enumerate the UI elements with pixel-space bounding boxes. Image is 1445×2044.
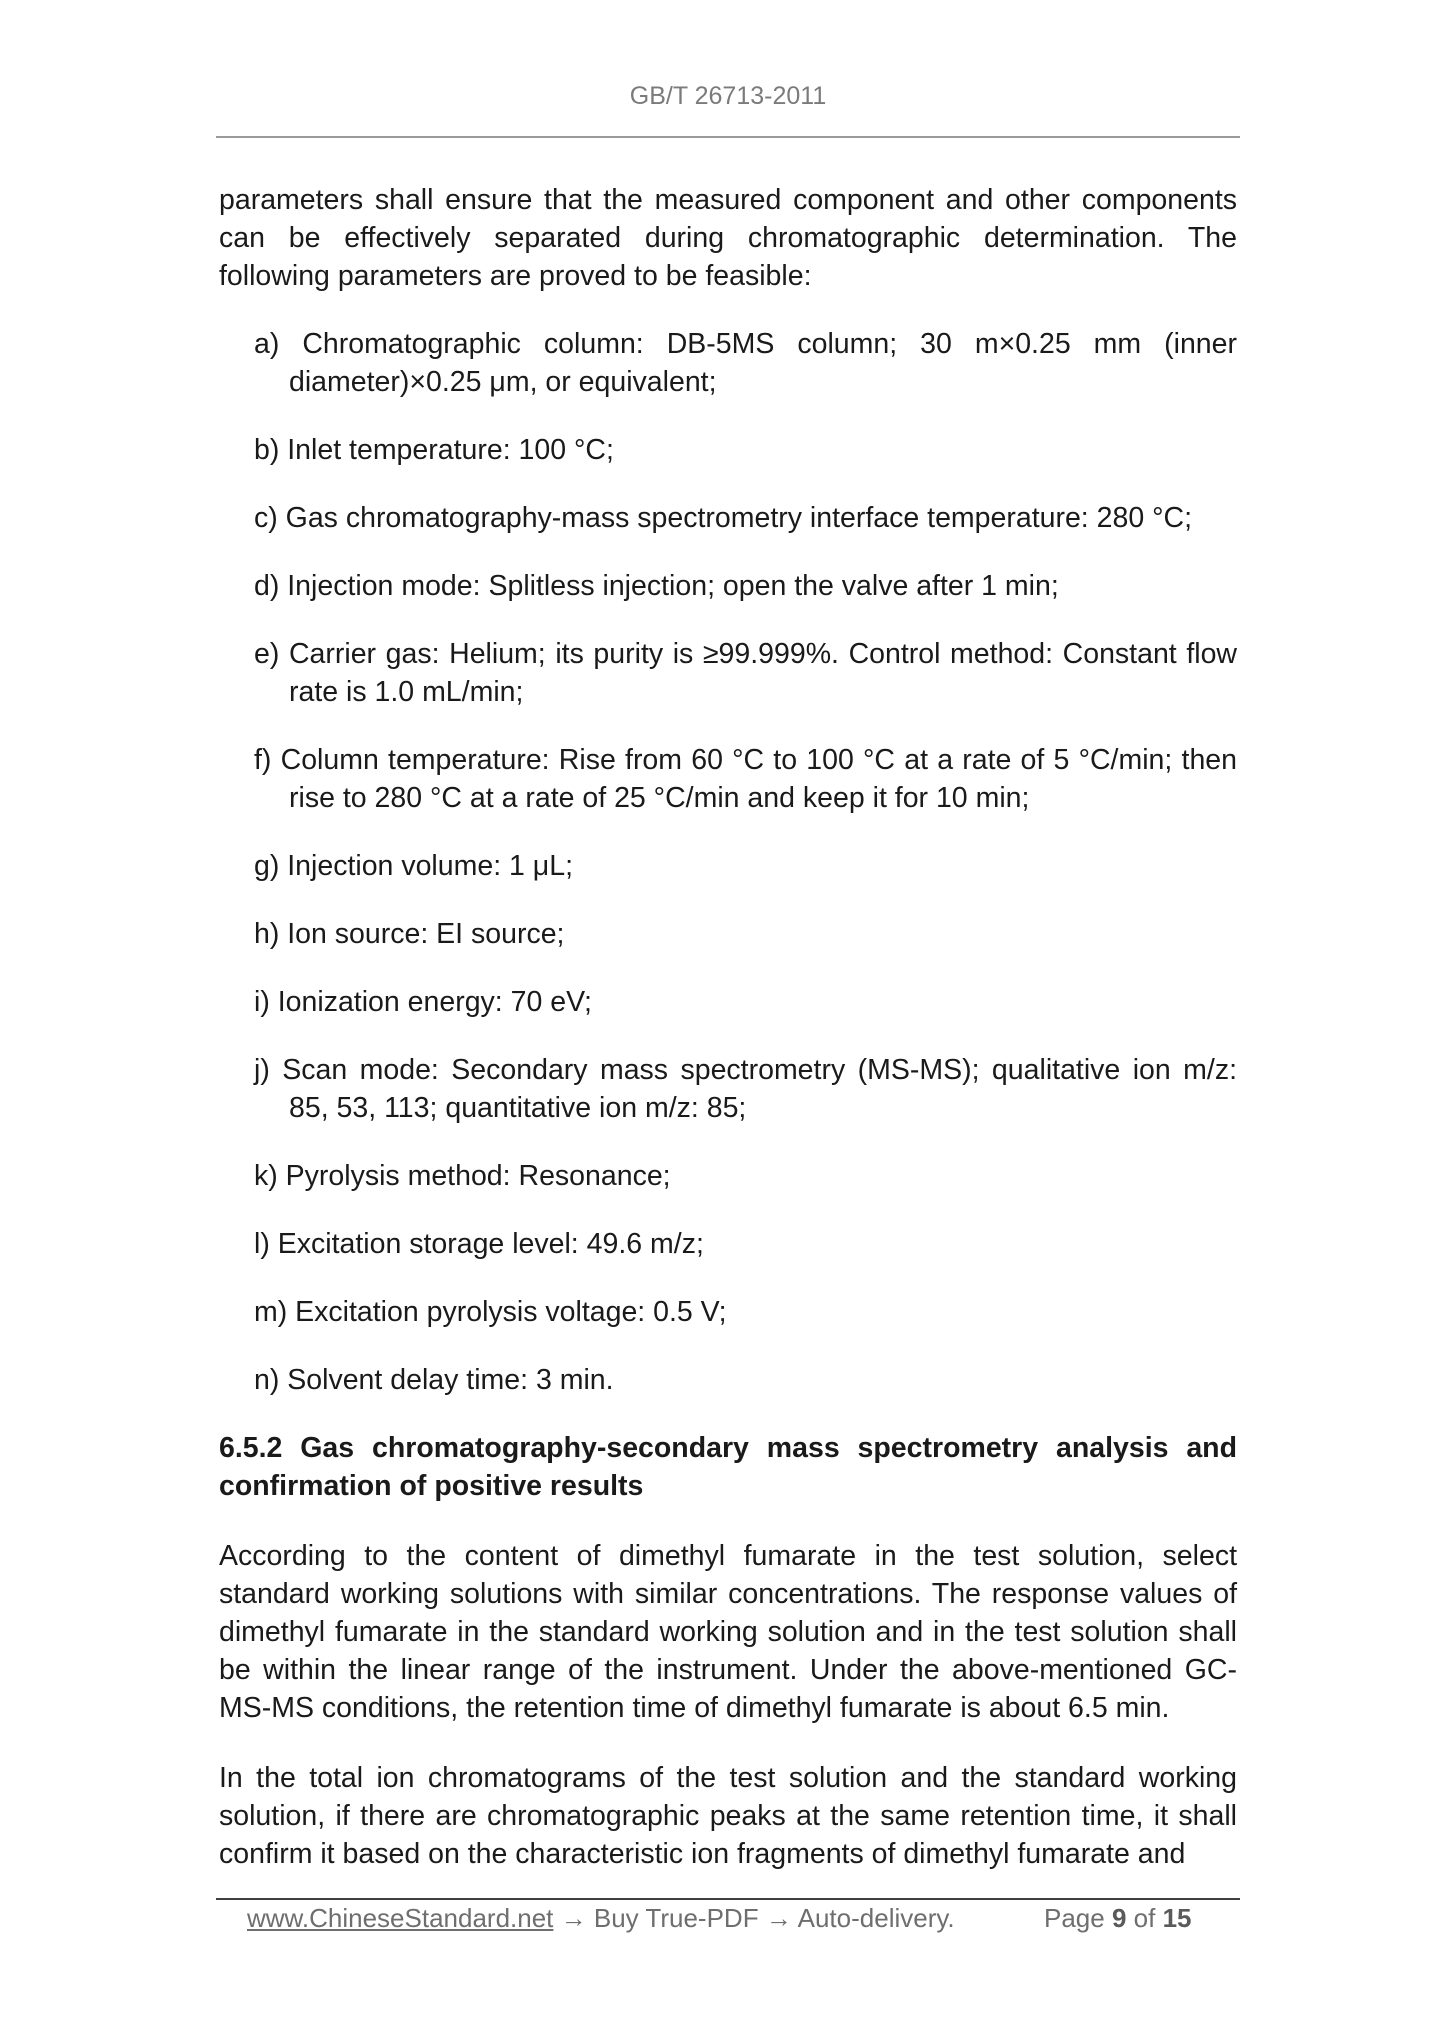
section-paragraph-2: In the total ion chromatograms of the test solution and the standard working solution, if there are chromatographic peaks at the same retention time, it shall confirm it based on the characteristic ion fragments of dimethyl fumarate and [219, 1762, 1237, 1870]
footer-promo [247, 1903, 955, 1934]
buy-text: Buy True-PDF [593, 1903, 759, 1933]
parameter-list [219, 325, 1237, 1399]
list-item: e) Carrier gas: Helium; its purity is ≥99.999%. Control method: Constant flow rate is 1.0 mL/min; [254, 638, 1237, 708]
list-item: j) Scan mode: Secondary mass spectrometry (MS-MS); qualitative ion m/z: 85, 53, 113; quantitative ion m/z: 85; [254, 1054, 1237, 1124]
section-paragraph-1: According to the content of dimethyl fumarate in the test solution, select standard working solutions with similar concentrations. The response values of dimethyl fumarate in the standard working solution and in the test solution shall be within the linear range of the instrument. Under the above-mentioned GC-MS-MS conditions, the retention time of dimethyl fumarate is about 6.5 min. [219, 1540, 1237, 1724]
delivery-text: Auto-delivery. [797, 1903, 955, 1933]
list-item: i) Ionization energy: 70 eV; [254, 986, 592, 1018]
list-item: a) Chromatographic column: DB-5MS column; 30 m×0.25 mm (inner diameter)×0.25 μm, or equivalent; [254, 328, 1237, 398]
list-item: m) Excitation pyrolysis voltage: 0.5 V; [254, 1296, 727, 1328]
page-header: GB/T 26713-2011 [629, 82, 827, 110]
list-item: g) Injection volume: 1 μL; [254, 850, 573, 882]
page-label: Page [1044, 1903, 1105, 1933]
list-item: c) Gas chromatography-mass spectrometry interface temperature: 280 °C; [254, 502, 1193, 534]
list-item: k) Pyrolysis method: Resonance; [254, 1160, 671, 1192]
arrow-right-icon: → [560, 1903, 587, 1933]
list-item: f) Column temperature: Rise from 60 °C to 100 °C at a rate of 5 °C/min; then rise to 280 °C at a rate of 25 °C/min and keep it for 10 min; [254, 744, 1237, 814]
section-heading: 6.5.2 Gas chromatography-secondary mass spectrometry analysis and confirmation of positive results [219, 1432, 1237, 1502]
list-item: d) Injection mode: Splitless injection; open the valve after 1 min; [254, 570, 1059, 602]
page-content [219, 181, 1237, 1873]
total-pages: 15 [1162, 1903, 1192, 1933]
list-item: h) Ion source: EI source; [254, 918, 565, 950]
footer-divider [216, 1898, 1240, 1900]
page-number [1044, 1903, 1192, 1934]
list-item: l) Excitation storage level: 49.6 m/z; [254, 1228, 704, 1260]
of-label: of [1133, 1903, 1156, 1933]
current-page: 9 [1111, 1903, 1127, 1933]
header-divider [216, 136, 1240, 138]
list-item: b) Inlet temperature: 100 °C; [254, 434, 614, 466]
list-item: n) Solvent delay time: 3 min. [254, 1364, 614, 1396]
intro-paragraph: parameters shall ensure that the measured component and other components can be effectively separated during chromatographic determination. The following parameters are proved to be feasible: [219, 184, 1237, 292]
website-link[interactable]: www.ChineseStandard.net [247, 1903, 554, 1933]
arrow-right-icon: → [765, 1903, 792, 1933]
